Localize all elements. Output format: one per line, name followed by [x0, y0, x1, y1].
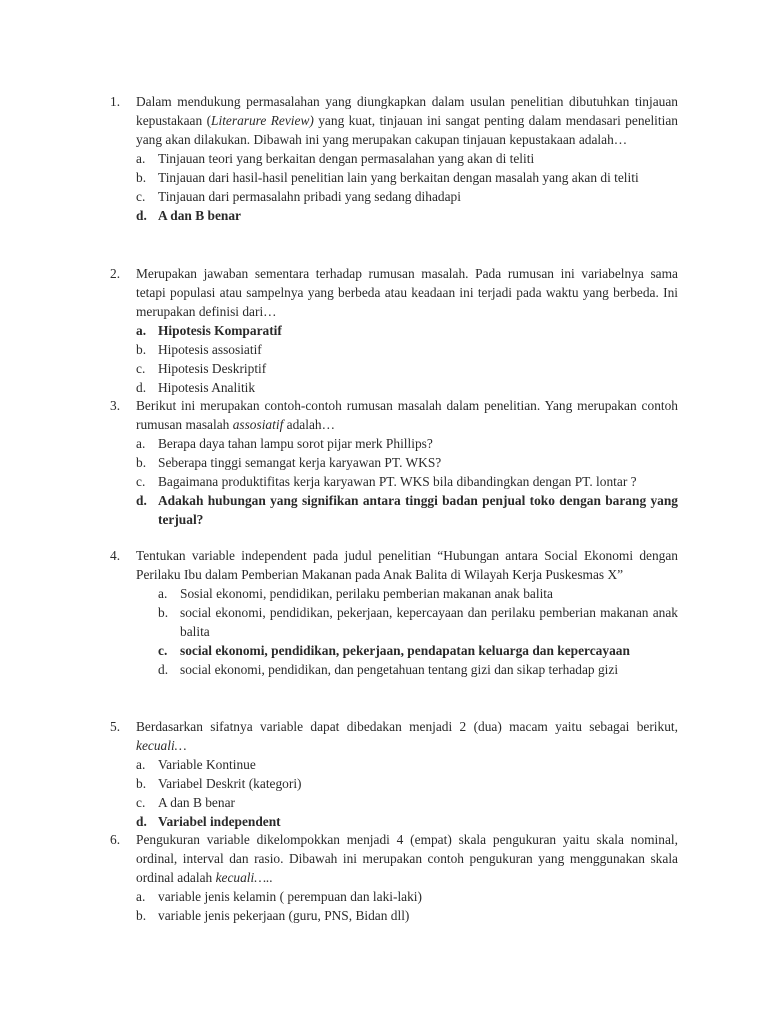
question-stem: Tentukan variable independent pada judul penelitian “Hubungan antara Social Ekonomi dengan Perilaku Ibu dalam Pemberian Makanan pada Anak Balita di Wilayah Kerja Puskesmas X” [136, 548, 678, 582]
question-2 [110, 264, 678, 397]
option-c: c. Hipotesis Deskriptif [136, 361, 267, 376]
option-c-answer: c. social ekonomi, pendidikan, pekerjaan, pendapatan keluarga dan kepercayaan [158, 643, 630, 658]
option-c: c. Tinjauan dari permasalahn pribadi yang sedang dihadapi [136, 189, 461, 204]
option-c: c. Bagaimana produktifitas kerja karyawan PT. WKS bila dibandingkan dengan PT. lontar ? [136, 474, 637, 489]
question-5 [110, 717, 678, 831]
option-d-answer: d. Variabel independent [136, 814, 281, 829]
option-d: d. social ekonomi, pendidikan, dan pengetahuan tentang gizi dan sikap terhadap gizi [158, 662, 619, 677]
option-b: b. social ekonomi, pendidikan, pekerjaan, kepercayaan dan perilaku pemberian makanan anak balita [158, 605, 678, 639]
question-number: 5. [110, 719, 121, 734]
option-b: b. variable jenis pekerjaan (guru, PNS, Bidan dll) [136, 908, 410, 923]
option-d: d. Hipotesis Analitik [136, 380, 256, 395]
options-list [136, 434, 678, 529]
option-b: b. Seberapa tinggi semangat kerja karyawan PT. WKS? [136, 455, 442, 470]
option-a: a. Tinjauan teori yang berkaitan dengan permasalahan yang akan di teliti [136, 151, 535, 166]
question-number: 2. [110, 266, 121, 281]
options-list [136, 755, 678, 831]
question-3 [110, 396, 678, 529]
options-list [136, 149, 678, 225]
options-list [136, 887, 678, 925]
question-stem: Berdasarkan sifatnya variable dapat dibedakan menjadi 2 (dua) macam yaitu sebagai berikut, kecuali… [136, 719, 678, 753]
option-b: b. Variabel Deskrit (kategori) [136, 776, 302, 791]
option-c: c. A dan B benar [136, 795, 235, 810]
option-a-answer: a. Hipotesis Komparatif [136, 323, 282, 338]
option-b: b. Tinjauan dari hasil-hasil penelitian lain yang berkaitan dengan masalah yang akan di teliti [136, 170, 639, 185]
option-a: a. Variable Kontinue [136, 757, 256, 772]
option-a: a. variable jenis kelamin ( perempuan dan laki-laki) [136, 889, 422, 904]
question-stem: Pengukuran variable dikelompokkan menjadi 4 (empat) skala pengukuran yaitu skala nominal, ordinal, interval dan rasio. Dibawah ini merupakan contoh pengukuran yang menggunakan skala ordinal adalah kecuali….. [136, 832, 678, 885]
option-b: b. Hipotesis assosiatif [136, 342, 262, 357]
question-stem: Berikut ini merupakan contoh-contoh rumusan masalah dalam penelitian. Yang merupakan contoh rumusan masalah assosiatif adalah… [136, 398, 678, 432]
option-a: a. Sosial ekonomi, pendidikan, perilaku pemberian makanan anak balita [158, 586, 553, 601]
question-4 [110, 546, 678, 679]
question-number: 4. [110, 548, 121, 563]
question-6 [110, 830, 678, 925]
options-list [158, 584, 678, 679]
option-d-answer: d. Adakah hubungan yang signifikan antara tinggi badan penjual toko dengan barang yang terjual? [136, 493, 678, 527]
question-number: 3. [110, 398, 121, 413]
question-stem: Merupakan jawaban sementara terhadap rumusan masalah. Pada rumusan ini variabelnya sama tetapi populasi atau sampelnya yang berbeda atau keadaan ini terjadi pada waktu yang berbeda. Ini merupakan definisi dari… [136, 266, 678, 319]
question-stem: Dalam mendukung permasalahan yang diungkapkan dalam usulan penelitian dibutuhkan tinjauan kepustakaan (Literarure Review) yang kuat, tinjauan ini sangat penting dalam mendasari penelitian yang akan dilakukan. Dibawah ini yang merupakan cakupan tinjauan kepustakaan adalah… [136, 94, 678, 147]
options-list [136, 321, 678, 397]
question-number: 1. [110, 94, 121, 109]
question-1 [110, 92, 678, 225]
question-number: 6. [110, 832, 121, 847]
option-a: a. Berapa daya tahan lampu sorot pijar merk Phillips? [136, 436, 433, 451]
option-d-answer: d. A dan B benar [136, 208, 241, 223]
